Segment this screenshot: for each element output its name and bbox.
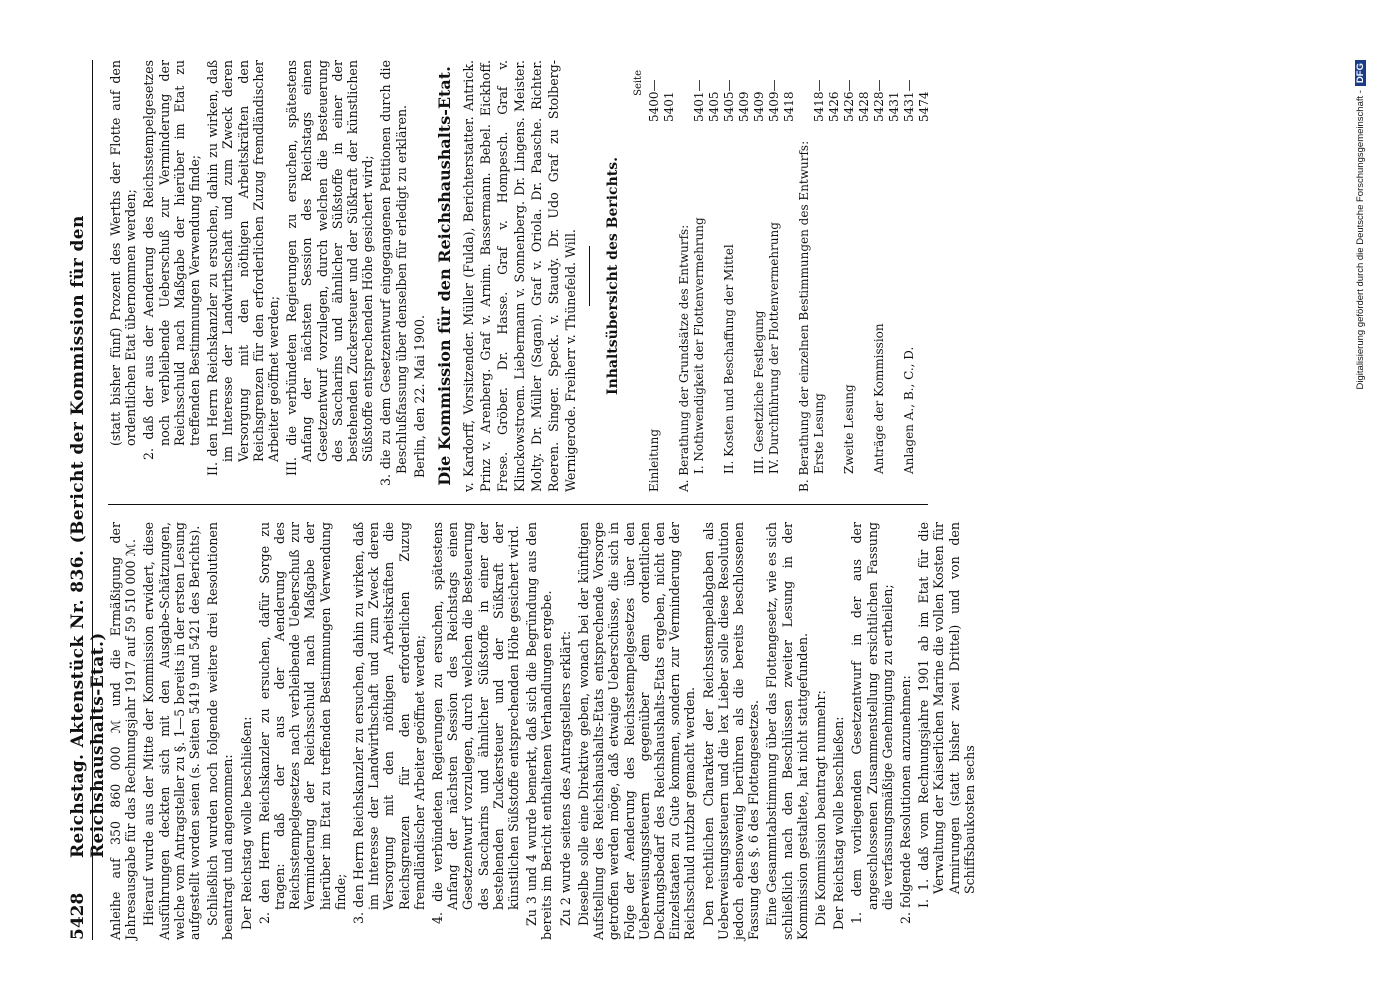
list-item: 4. die verbündeten Regierungen zu ersuchen, spätestens Anfang der nächsten Session des Reichstags einen Gesetzentwurf vorzulegen, durch welchen die Besteuerung des Saccharins und ähnlicher Süßstoffe in einer der bestehenden Zuckersteuer und der Süßkraft der künstlichen Süßstoffe entsprechenden Höhe gesichert wird. (430, 522, 522, 924)
toc-page: 5409—5418 (766, 79, 796, 122)
list-item: I. 1. daß vom Rechnungsjahre 1901 ab im Etat für die Verwaltung der Kaiserlichen Marine die vollen Kosten für Armirungen (statt bisher zwei Drittel) und von den Schiffsbaukosten sechs (916, 522, 977, 908)
toc-page: 5400—5401 (646, 79, 676, 122)
paragraph: Eine Gesammtabstimmung über das Flottengesetz, wie es sich schließlich nach den Beschlüssen zweiter Lesung in der Kommission gestaltete, hat nicht stattgefunden. (764, 522, 810, 940)
toc-page-header: Seite (633, 70, 645, 96)
column-divider (108, 504, 928, 505)
toc-row (677, 60, 692, 492)
toc-label: Anlagen A., B., C., D. (901, 346, 916, 474)
toc-row (692, 60, 722, 492)
separator (589, 246, 590, 306)
list-item: 3. die zu dem Gesetzentwurf eingegangenen Petitionen durch die Beschlußfassung über denselben für erledigt zu erklären. (378, 60, 409, 486)
commission-heading: Die Kommission für den Reichshaushalts-Etat. (435, 66, 455, 486)
page-number: 5428 (68, 892, 88, 940)
paragraph: (statt bisher fünf) Prozent des Werths der Flotte auf den ordentlichen Etat übernommen werden; (108, 60, 139, 446)
list-item: 2. daß der aus der Aenderung des Reichsstempelgesetzes noch verbleibende Ueberschuß zur Verminderung der Reichsschuld nach Maßgabe der hierüber im Etat zu treffenden Bestimmungen Verwendung finde; (141, 60, 203, 460)
toc-page: 5409 (751, 91, 766, 122)
toc-label: B. Berathung der einzelnen Bestimmungen des Entwurfs: (796, 140, 811, 492)
toc-row (722, 60, 752, 492)
paragraph: Der Reichstag wolle beschließen: (238, 716, 254, 930)
list-item: 3. den Herrn Reichskanzler zu ersuchen, dahin zu wirken, daß im Interesse der Landwirthschaft und zum Zweck deren Versorgung mit den nöthigen Arbeitskräften die Reichsgrenzen für den erforderlichen Zuzug fremdländischer Arbeiter geöffnet werden; (351, 522, 427, 924)
toc-label: IV. Durchführung der Flottenvermehrung (766, 222, 781, 474)
paragraph: Den rechtlichen Charakter der Reichsstempelabgaben als Ueberweisungssteuern und die lex Lieber solle diese Resolution jedoch ebensowenig berühren als die bereits beschlossenen Fassung des §. 6 des Flottengesetzes. (700, 522, 762, 940)
toc-label: Erste Lesung (811, 393, 826, 474)
paragraph: Zu 3 und 4 wurde bemerkt, daß sich die Begründung aus den bereits im Bericht enthaltenen Verhandlungen ergebe. (524, 522, 555, 940)
toc-page: 5428—5431 (871, 79, 901, 122)
date-line: Berlin, den 22. Mai 1900. (411, 314, 427, 478)
toc-row (797, 60, 812, 492)
paragraph: Schließlich wurden noch folgende weitere drei Resolutionen beantragt und angenommen: (205, 522, 236, 940)
list-item: II. den Herrn Reichskanzler zu ersuchen, dahin zu wirken, daß im Interesse der Landwirthschaft und zum Zweck deren Versorgung mit den nöthigen Arbeitskräften den Reichsgrenzen für den erforderlichen Zuzug fremdländischer Arbeiter geöffnet werden; (205, 60, 282, 476)
paragraph: Dieselbe solle eine Direktive geben, wonach bei der künftigen Aufstellung des Reichshaushalts-Etats entsprechende Vorsorge getroffen werden möge, daß etwaige Ueberschüsse, die sich in Folge der Aenderung des Reichsstempelgesetzes über den Ueberweisungssteuern gegenüber dem ordentlichen Deckungsbedarf des Reichshaushalts-Etats ergeben, nicht den Einzelstaaten zu Gute kommen, sondern zur Verminderung der Reichsschuld nutzbar gemacht werden. (575, 522, 698, 940)
toc-label: II. Kosten und Beschaffung der Mittel (721, 244, 736, 474)
toc-label: III. Gesetzliche Festlegung (751, 310, 766, 474)
dfg-logo: DFG (1355, 60, 1366, 86)
paragraph: Der Reichstag wolle beschließen: (831, 716, 847, 930)
toc-label: Anträge der Kommission (871, 323, 886, 474)
toc-title: Inhaltsübersicht des Berichts. (605, 157, 622, 395)
toc-row (902, 60, 932, 492)
toc-label: Zweite Lesung (841, 384, 856, 474)
page-header (62, 60, 108, 940)
list-item: 1. dem vorliegenden Gesetzentwurf in der aus der angeschlossenen Zusammenstellung ersichtlichen Fassung die verfassungsmäßige Genehmigung zu ertheilen; (849, 522, 895, 924)
toc-row (647, 60, 677, 492)
toc-row (842, 60, 872, 492)
toc-label: Einleitung (646, 428, 661, 492)
toc-page (677, 60, 692, 132)
page-title: Reichstag. Aktenstück Nr. 836. (Bericht der Kommission für den Reichshaushalts-Etat.) (68, 215, 108, 858)
paragraph: Die Kommission beantragt nunmehr: (812, 690, 828, 926)
right-column (108, 60, 932, 492)
toc-row (872, 60, 902, 492)
paragraph: Hierauf wurde aus der Mitte der Kommission erwidert, diese Ausführungen deckten sich mit den Ausgabe-Schätzungen, welche vom Antragsteller zu §. 1—5 bereits in der ersten Lesung aufgestellt worden seien (s. Seiten 5419 und 5421 des Berichts). (141, 522, 203, 940)
toc-row (812, 60, 842, 492)
toc-label: I. Nothwendigkeit der Flottenvermehrung (691, 217, 706, 474)
paragraph: Anleihe auf 350 860 000 ℳ und die Ermäßigung der Jahresausgabe für das Rechnungsjahr 1917 auf 59 510 000 ℳ. (108, 522, 139, 940)
toc-label: A. Berathung der Grundsätze des Entwurfs: (676, 224, 691, 492)
commission-members: v. Kardorff, Vorsitzender. Müller (Fulda), Berichterstatter. Antrick. Prinz v. Arenberg. Graf v. Arnim. Bassermann. Bebel. Eickhoff. Frese. Gröber. Dr. Hasse. Graf v. Hompesch. Graf v. Klinckowstroem. Liebermann v. Sonnenberg. Dr. Lingens. Meister. Molty. Dr. Müller (Sagan). Graf v. Oriola. Dr. Paasche. Richter. Roeren. Singer. Speck. v. Staudy. Dr. Udo Graf zu Stolberg-Wernigerode. Freiherr v. Thünefeld. Will. (461, 60, 579, 492)
toc-page: 5418—5426 (811, 79, 841, 122)
toc-page: 5431—5474 (901, 79, 931, 122)
toc-page: 5405—5409 (721, 79, 751, 122)
paragraph: Zu 2 wurde seitens des Antragstellers erklärt: (557, 630, 573, 926)
toc-page: 5401—5405 (691, 79, 721, 122)
list-item: III. die verbündeten Regierungen zu ersuchen, spätestens Anfang der nächsten Session des Reichstags einen Gesetzentwurf vorzulegen, durch welchen die Besteuerung des Saccharins und ähnlicher Süßstoffe in einer der bestehenden Zuckersteuer und der Süßkraft der künstlichen Süßstoffe entsprechenden Höhe gesichert wird; (284, 60, 376, 476)
toc-row (767, 60, 797, 492)
list-item: 2. folgende Resolutionen anzunehmen: (897, 675, 913, 924)
footer-text: Digitalisierung gefördert durch die Deutsche Forschungsgemeinschaft - (1355, 90, 1366, 390)
toc-page: 5426—5428 (841, 79, 871, 122)
toc-page (797, 60, 812, 132)
toc-table (647, 60, 932, 492)
digitization-footer (1355, 60, 1366, 940)
list-item: 2. den Herrn Reichskanzler zu ersuchen, dafür Sorge zu tragen: daß der aus der Aenderung des Reichsstempelgesetzes nach verbleibende Ueberschuß zur Verminderung der Reichsschuld nach Maßgabe der hierüber im Etat zu treffenden Bestimmungen Verwendung finde; (256, 522, 348, 924)
left-column (108, 522, 980, 940)
toc-row (752, 60, 767, 492)
